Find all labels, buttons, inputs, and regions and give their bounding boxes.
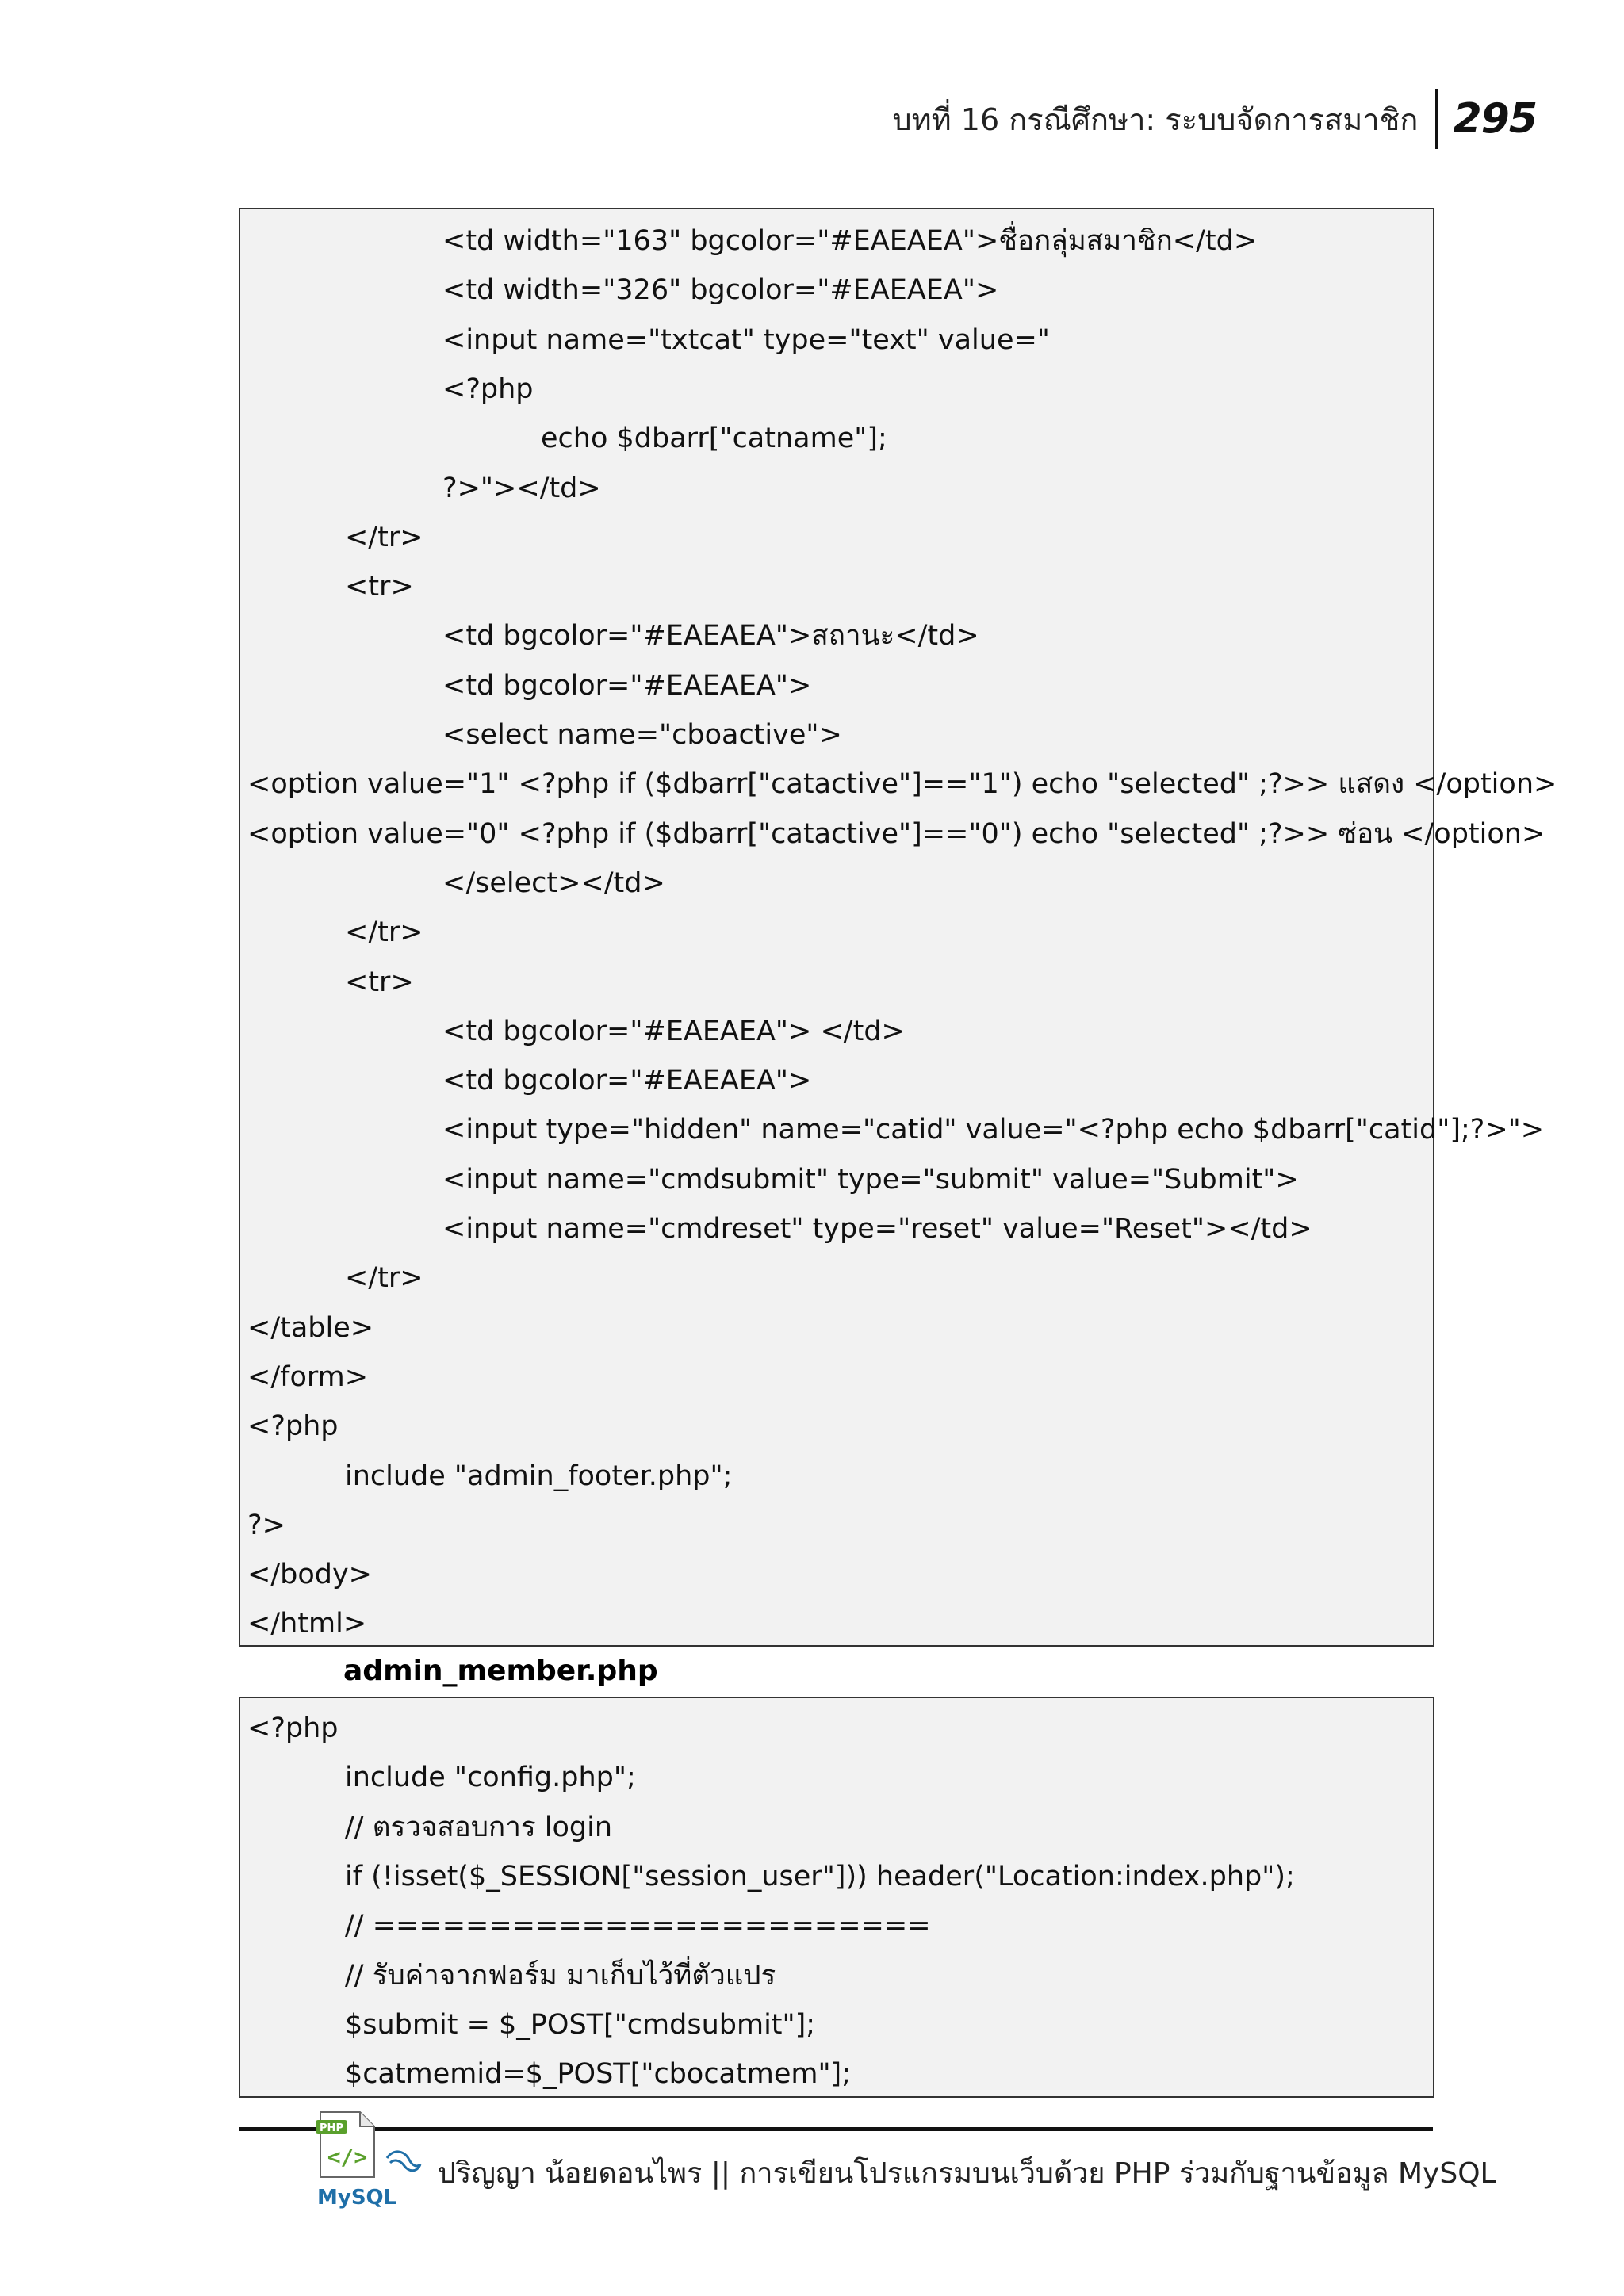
code-line: $submit = $_POST["cmdsubmit"];	[345, 2008, 816, 2041]
code-line: <?php	[442, 373, 534, 405]
code-line: </tr>	[345, 1262, 423, 1295]
logo-tag-label: </>	[327, 2144, 368, 2170]
code-line: ?>	[247, 1509, 285, 1541]
file-caption: admin_member.php	[343, 1655, 658, 1687]
code-line: <option value="0" <?php if ($dbarr["catactive"]=="0") echo "selected" ;?>> ซ่อน </option>	[247, 817, 1545, 850]
code-line: ?>"></td>	[442, 472, 601, 504]
code-line: $catmemid=$_POST["cbocatmem"];	[345, 2058, 851, 2091]
code-line: <td width="163" bgcolor="#EAEAEA">ชื่อกลุ่มสมาชิก</td>	[442, 225, 1258, 257]
code-block-2	[239, 1697, 1434, 2098]
code-line: <tr>	[345, 571, 414, 603]
code-line: <td bgcolor="#EAEAEA">สถานะ</td>	[442, 620, 979, 652]
code-block-1	[239, 208, 1557, 1647]
code-line: </tr>	[345, 916, 423, 949]
code-line: <input name="cmdreset" type="reset" value="Reset"></td>	[442, 1213, 1312, 1245]
code-line: </form>	[247, 1360, 369, 1393]
code-line: <td bgcolor="#EAEAEA">	[442, 669, 812, 702]
page-number: 295	[1453, 95, 1537, 143]
code-line: </tr>	[345, 521, 423, 553]
code-line: <?php	[247, 1712, 339, 1744]
code-line: </table>	[247, 1311, 374, 1344]
logo-php-label: PHP	[320, 2122, 343, 2134]
code-line: <input name="txtcat" type="text" value="	[442, 323, 1050, 356]
code-line: <td bgcolor="#EAEAEA">	[442, 1065, 812, 1097]
code-line: // ========================	[345, 1910, 931, 1942]
code-line: // ตรวจสอบการ login	[345, 1811, 613, 1843]
php-mysql-logo-icon	[311, 2109, 430, 2212]
code-line: <td bgcolor="#EAEAEA"> </td>	[442, 1015, 905, 1047]
code-line: <?php	[247, 1410, 339, 1443]
code-line: </html>	[247, 1608, 367, 1640]
chapter-title: บทที่ 16 กรณีศึกษา: ระบบจัดการสมาชิก	[892, 101, 1419, 137]
code-line: // รับค่าจากฟอร์ม มาเก็บไว้ที่ตัวแปร	[345, 1959, 776, 1992]
code-line: <tr>	[345, 966, 414, 998]
code-line: </body>	[247, 1559, 373, 1591]
logo-mysql-label: MySQL	[317, 2186, 397, 2210]
code-line: <input type="hidden" name="catid" value="<?php echo $dbarr["catid"];?>">	[442, 1114, 1545, 1146]
code-line: <option value="1" <?php if ($dbarr["catactive"]=="1") echo "selected" ;?>> แสดง </option>	[247, 768, 1557, 801]
code-line: </select></td>	[442, 867, 665, 899]
page-header	[0, 89, 1537, 149]
code-line: include "admin_footer.php";	[345, 1460, 733, 1492]
code-line: <input name="cmdsubmit" type="submit" value="Submit">	[442, 1163, 1299, 1196]
code-line: include "config.php";	[345, 1762, 636, 1794]
code-line: <select name="cboactive">	[442, 719, 842, 751]
code-line: if (!isset($_SESSION["session_user"])) header("Location:index.php");	[345, 1860, 1295, 1892]
code-line: echo $dbarr["catname"];	[541, 423, 887, 455]
footer-text: ปริญญา น้อยดอนไพร || การเขียนโปรแกรมบนเว็บด้วย PHP ร่วมกับฐานข้อมูล MySQL	[438, 2157, 1496, 2190]
code-line: <td width="326" bgcolor="#EAEAEA">	[442, 274, 999, 307]
